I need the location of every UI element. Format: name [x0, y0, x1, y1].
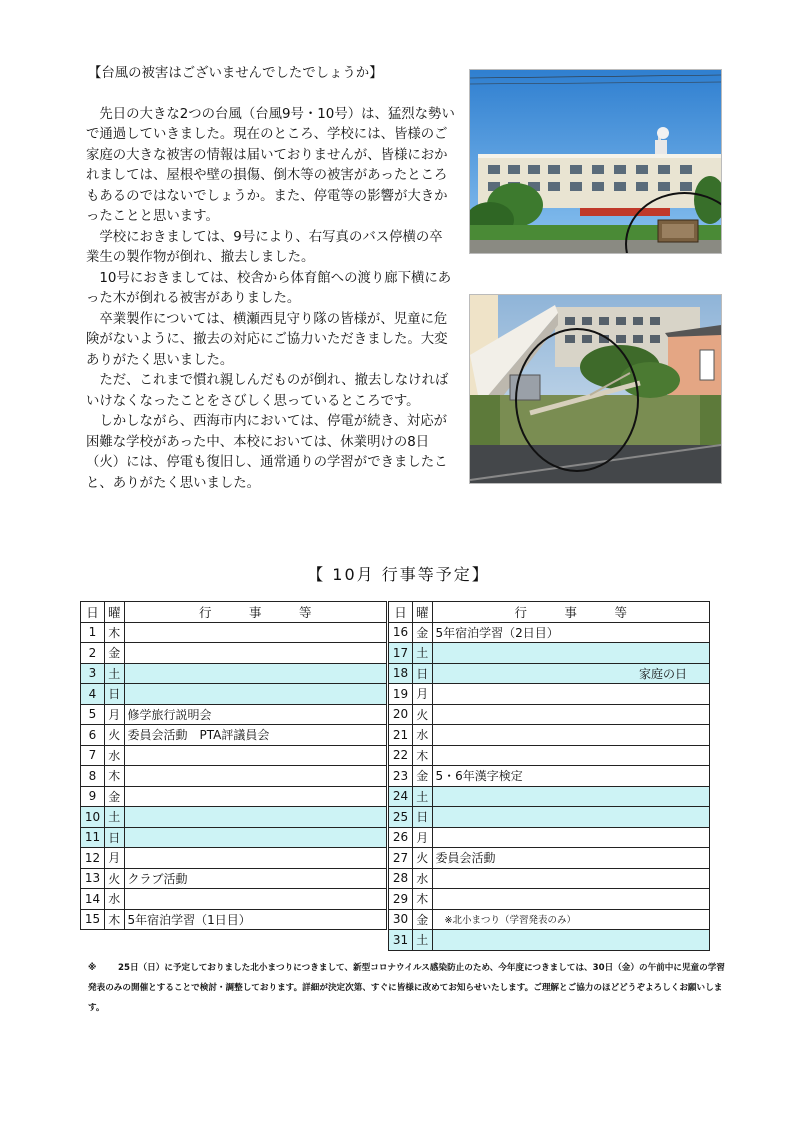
- schedule-row: [389, 725, 710, 746]
- day-cell: 17: [389, 643, 413, 664]
- weekday-cell: 木: [413, 889, 433, 910]
- footnote: [88, 958, 728, 1018]
- event-cell: 5年宿泊学習（1日目）: [124, 909, 386, 930]
- note-text: 25日（日）に予定しておりました北小まつりにつきまして、新型コロナウイルス感染防止のため、今年度につきましては、30日（金）の午前中に児童の学習発表のみの開催とすることで検討・調整しております。詳細が決定次第、すぐに皆様に改めてお知らせいたします。ご理解とご協力のほどどうぞよろしくお願いします。: [88, 963, 725, 1013]
- day-cell: 19: [389, 684, 413, 705]
- event-cell: [124, 663, 386, 684]
- schedule-row: [389, 766, 710, 787]
- schedule-row: [389, 889, 710, 910]
- day-cell: 27: [389, 848, 413, 869]
- event-cell: 5・6年漢字検定: [432, 766, 709, 787]
- event-cell: [124, 766, 386, 787]
- weekday-cell: 金: [413, 766, 433, 787]
- weekday-cell: 火: [105, 868, 125, 889]
- weekday-cell: 日: [413, 663, 433, 684]
- day-cell: 28: [389, 868, 413, 889]
- day-cell: 5: [81, 704, 105, 725]
- day-cell: 10: [81, 807, 105, 828]
- schedule-row: [389, 930, 710, 951]
- weekday-cell: 土: [413, 786, 433, 807]
- event-cell: 委員会活動 PTA評議員会: [124, 725, 386, 746]
- event-cell: 家庭の日: [432, 663, 709, 684]
- header-weekday: 曜: [105, 602, 125, 623]
- weekday-cell: 土: [105, 663, 125, 684]
- schedule-row: [81, 684, 387, 705]
- event-cell: [124, 622, 386, 643]
- schedule-row: [389, 684, 710, 705]
- event-cell: 委員会活動: [432, 848, 709, 869]
- note-mark: ※: [88, 963, 97, 973]
- weekday-cell: 金: [105, 786, 125, 807]
- highlight-circle: [515, 328, 639, 472]
- weekday-cell: 金: [413, 909, 433, 930]
- schedule-row: [81, 622, 387, 643]
- schedule-row: [81, 868, 387, 889]
- day-cell: 7: [81, 745, 105, 766]
- weekday-cell: 火: [413, 848, 433, 869]
- header-weekday: 曜: [413, 602, 433, 623]
- day-cell: 3: [81, 663, 105, 684]
- article-paragraph: 先日の大きな2つの台風（台風9号・10号）は、猛烈な勢いで通過していきました。現在のところ、学校には、皆様のご家庭の大きな被害の情報は届いておりませんが、皆様におかれましては、屋根や壁の損傷、倒木等の被害があったところもあるのではないでしょうか。また、停電等の影響が大きかったことと思います。: [86, 106, 455, 224]
- schedule-row: [389, 704, 710, 725]
- schedule-table-right: [388, 601, 710, 951]
- schedule-row: [81, 643, 387, 664]
- weekday-cell: 月: [105, 848, 125, 869]
- day-cell: 6: [81, 725, 105, 746]
- schedule-row: [389, 868, 710, 889]
- day-cell: 20: [389, 704, 413, 725]
- article-heading: 【台風の被害はございませんでしたでしょうか】: [88, 66, 383, 81]
- schedule-row: [81, 725, 387, 746]
- weekday-cell: 木: [105, 766, 125, 787]
- schedule-row: [81, 807, 387, 828]
- event-cell: 修学旅行説明会: [124, 704, 386, 725]
- typhoon-article: [86, 64, 456, 494]
- weekday-cell: 土: [413, 643, 433, 664]
- day-cell: 15: [81, 909, 105, 930]
- event-cell: [432, 827, 709, 848]
- event-cell: ※北小まつり（学習発表のみ）: [432, 909, 709, 930]
- event-cell: [124, 889, 386, 910]
- header-event: 行 事 等: [124, 602, 386, 623]
- event-cell: [432, 889, 709, 910]
- weekday-cell: 月: [413, 684, 433, 705]
- weekday-cell: 木: [105, 909, 125, 930]
- schedule-title: 【 10月 行事等予定】: [307, 565, 490, 584]
- weekday-cell: 日: [413, 807, 433, 828]
- weekday-cell: 日: [105, 827, 125, 848]
- article-paragraph: 学校におきましては、9号により、右写真のバス停横の卒業生の製作物が倒れ、撤去しました。: [86, 229, 443, 265]
- schedule-row: [389, 745, 710, 766]
- weekday-cell: 火: [413, 704, 433, 725]
- day-cell: 13: [81, 868, 105, 889]
- event-cell: [432, 868, 709, 889]
- schedule-row: [81, 786, 387, 807]
- schedule-row: [81, 704, 387, 725]
- day-cell: 23: [389, 766, 413, 787]
- schedule-row: [389, 827, 710, 848]
- weekday-cell: 月: [105, 704, 125, 725]
- schedule-row: [81, 663, 387, 684]
- schedule-row: [81, 889, 387, 910]
- header-event: 行 事 等: [432, 602, 709, 623]
- event-cell: [432, 643, 709, 664]
- weekday-cell: 金: [413, 622, 433, 643]
- day-cell: 4: [81, 684, 105, 705]
- weekday-cell: 水: [105, 745, 125, 766]
- day-cell: 9: [81, 786, 105, 807]
- event-cell: [432, 704, 709, 725]
- schedule-table-left: [80, 601, 387, 930]
- day-cell: 26: [389, 827, 413, 848]
- weekday-cell: 水: [413, 725, 433, 746]
- event-cell: [432, 807, 709, 828]
- header-day: 日: [81, 602, 105, 623]
- event-cell: [432, 786, 709, 807]
- day-cell: 16: [389, 622, 413, 643]
- event-cell: [124, 786, 386, 807]
- article-paragraph: ただ、これまで慣れ親しんだものが倒れ、撤去しなければいけなくなったことをさびしく思っているところです。: [86, 373, 449, 409]
- day-cell: 14: [81, 889, 105, 910]
- schedule-row: [389, 643, 710, 664]
- event-cell: [124, 745, 386, 766]
- weekday-cell: 日: [105, 684, 125, 705]
- day-cell: 30: [389, 909, 413, 930]
- schedule-row: [389, 909, 710, 930]
- article-paragraph: 卒業製作については、横瀬西見守り隊の皆様が、児童に危険がないように、撤去の対応にご協力いただきました。大変ありがたく思いました。: [86, 311, 448, 368]
- weekday-cell: 木: [105, 622, 125, 643]
- day-cell: 31: [389, 930, 413, 951]
- event-cell: [124, 643, 386, 664]
- event-cell: [432, 745, 709, 766]
- schedule-row: [389, 622, 710, 643]
- schedule-row: [81, 909, 387, 930]
- article-paragraph: 10号におきましては、校舎から体育館への渡り廊下横にあった木が倒れる被害がありました。: [86, 270, 452, 306]
- schedule-row: [389, 663, 710, 684]
- schedule-row: [389, 807, 710, 828]
- weekday-cell: 水: [413, 868, 433, 889]
- day-cell: 29: [389, 889, 413, 910]
- schedule-row: [389, 848, 710, 869]
- schedule-row: [389, 786, 710, 807]
- weekday-cell: 木: [413, 745, 433, 766]
- event-cell: [432, 725, 709, 746]
- day-cell: 22: [389, 745, 413, 766]
- fallen-tree-photo: [469, 294, 722, 484]
- day-cell: 1: [81, 622, 105, 643]
- school-building-photo: [469, 69, 722, 254]
- day-cell: 21: [389, 725, 413, 746]
- event-cell: クラブ活動: [124, 868, 386, 889]
- day-cell: 12: [81, 848, 105, 869]
- schedule-row: [81, 745, 387, 766]
- weekday-cell: 水: [105, 889, 125, 910]
- event-cell: [124, 684, 386, 705]
- article-paragraph: しかしながら、西海市内においては、停電が続き、対応が困難な学校があった中、本校においては、休業明けの8日（火）には、停電も復旧し、通常通りの学習ができましたこと、ありがたく思いました。: [86, 414, 448, 491]
- weekday-cell: 月: [413, 827, 433, 848]
- schedule-row: [81, 766, 387, 787]
- weekday-cell: 金: [105, 643, 125, 664]
- schedule-row: [81, 827, 387, 848]
- event-cell: [432, 930, 709, 951]
- day-cell: 8: [81, 766, 105, 787]
- event-cell: [124, 807, 386, 828]
- event-cell: [124, 827, 386, 848]
- day-cell: 24: [389, 786, 413, 807]
- event-cell: [124, 848, 386, 869]
- day-cell: 2: [81, 643, 105, 664]
- schedule-row: [81, 848, 387, 869]
- day-cell: 11: [81, 827, 105, 848]
- day-cell: 25: [389, 807, 413, 828]
- day-cell: 18: [389, 663, 413, 684]
- weekday-cell: 土: [105, 807, 125, 828]
- event-cell: [432, 684, 709, 705]
- header-day: 日: [389, 602, 413, 623]
- weekday-cell: 土: [413, 930, 433, 951]
- weekday-cell: 火: [105, 725, 125, 746]
- event-cell: 5年宿泊学習（2日目）: [432, 622, 709, 643]
